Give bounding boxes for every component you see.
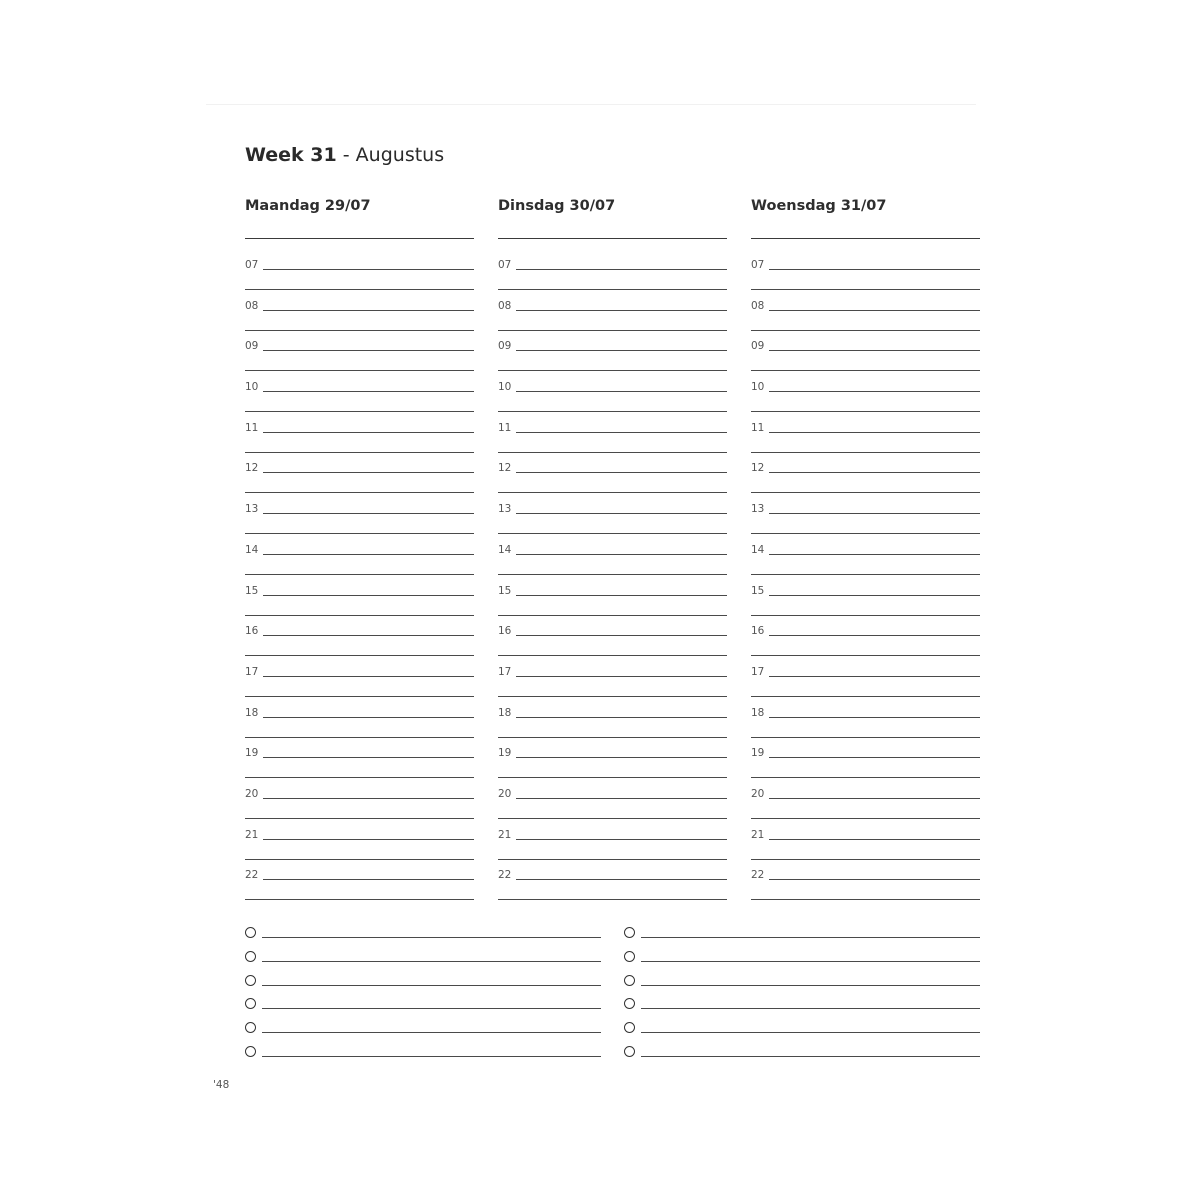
hour-label: 10	[245, 381, 259, 394]
checkbox-circle-icon[interactable]	[624, 1022, 635, 1033]
hour-write-line[interactable]	[263, 310, 474, 311]
hour-slot[interactable]	[245, 248, 474, 289]
hour-slot[interactable]	[498, 858, 727, 899]
day-heading-line[interactable]	[751, 238, 980, 239]
todo-write-line[interactable]	[262, 1056, 601, 1057]
hour-label: 11	[498, 421, 512, 434]
todo-write-line[interactable]	[262, 1032, 601, 1033]
hour-write-line[interactable]	[516, 472, 727, 473]
hour-label: 19	[245, 747, 259, 760]
hour-slot[interactable]	[751, 248, 980, 289]
hour-write-line[interactable]	[263, 879, 474, 880]
hour-write-line[interactable]	[263, 757, 474, 758]
hour-label: 17	[498, 665, 512, 678]
hour-label: 13	[751, 503, 765, 516]
hour-write-line[interactable]	[769, 676, 980, 677]
hour-write-line[interactable]	[516, 798, 727, 799]
hour-write-line[interactable]	[769, 798, 980, 799]
hour-write-line[interactable]	[516, 717, 727, 718]
hour-slot[interactable]	[498, 777, 727, 818]
hour-slot[interactable]	[245, 370, 474, 411]
todo-item[interactable]	[245, 1019, 601, 1043]
hour-write-line[interactable]	[516, 879, 727, 880]
hour-write-line[interactable]	[516, 269, 727, 270]
hour-slot[interactable]	[751, 736, 980, 777]
hour-slot[interactable]	[498, 289, 727, 330]
hour-label: 20	[245, 787, 259, 800]
hour-slot[interactable]	[498, 492, 727, 533]
hour-write-line[interactable]	[263, 432, 474, 433]
hour-label: 19	[498, 747, 512, 760]
todo-write-line[interactable]	[641, 1056, 980, 1057]
hour-label: 14	[498, 543, 512, 556]
hour-list	[245, 248, 474, 899]
todo-write-line[interactable]	[262, 937, 601, 938]
hour-label: 07	[245, 259, 259, 271]
checkbox-circle-icon[interactable]	[245, 975, 256, 986]
hour-write-line[interactable]	[263, 513, 474, 514]
hour-list	[498, 248, 727, 899]
hour-write-line[interactable]	[516, 432, 727, 433]
hour-slot[interactable]	[751, 858, 980, 899]
hour-label: 17	[751, 665, 765, 678]
hour-slot[interactable]	[245, 696, 474, 737]
hour-label: 21	[751, 828, 765, 841]
half-hour-write-line[interactable]	[245, 899, 474, 900]
hour-label: 08	[245, 299, 259, 312]
todo-column	[624, 924, 980, 1067]
todo-item[interactable]	[624, 1043, 980, 1067]
hour-write-line[interactable]	[769, 839, 980, 840]
todo-write-line[interactable]	[641, 985, 980, 986]
hour-slot[interactable]	[751, 289, 980, 330]
day-column	[245, 196, 474, 882]
hour-slot[interactable]	[751, 777, 980, 818]
hour-slot[interactable]	[751, 329, 980, 370]
todo-write-line[interactable]	[262, 961, 601, 962]
hour-label: 13	[245, 503, 259, 516]
hour-slot[interactable]	[245, 533, 474, 574]
hour-label: 16	[245, 625, 259, 638]
hour-write-line[interactable]	[769, 310, 980, 311]
todo-write-line[interactable]	[641, 1008, 980, 1009]
hour-write-line[interactable]	[516, 310, 727, 311]
hour-write-line[interactable]	[263, 839, 474, 840]
hour-write-line[interactable]	[263, 635, 474, 636]
hour-write-line[interactable]	[263, 595, 474, 596]
hour-slot[interactable]	[498, 329, 727, 370]
page-number: '48	[213, 1079, 230, 1091]
hour-slot[interactable]	[245, 492, 474, 533]
hour-slot[interactable]	[751, 818, 980, 859]
hour-slot[interactable]	[751, 533, 980, 574]
top-divider	[206, 104, 976, 105]
hour-write-line[interactable]	[516, 635, 727, 636]
hour-slot[interactable]	[498, 655, 727, 696]
hour-write-line[interactable]	[516, 757, 727, 758]
checkbox-circle-icon[interactable]	[245, 998, 256, 1009]
checkbox-circle-icon[interactable]	[245, 951, 256, 962]
hour-write-line[interactable]	[263, 676, 474, 677]
hour-slot[interactable]	[751, 492, 980, 533]
hour-slot[interactable]	[245, 736, 474, 777]
checkbox-circle-icon[interactable]	[245, 1046, 256, 1057]
day-heading: Woensdag 31/07	[751, 198, 887, 214]
checkbox-circle-icon[interactable]	[624, 975, 635, 986]
hour-slot[interactable]	[498, 818, 727, 859]
todo-item[interactable]	[624, 948, 980, 972]
hour-write-line[interactable]	[516, 513, 727, 514]
hour-write-line[interactable]	[769, 717, 980, 718]
todo-item[interactable]	[245, 1043, 601, 1067]
hour-label: 14	[245, 543, 259, 556]
hour-slot[interactable]	[498, 614, 727, 655]
hour-write-line[interactable]	[516, 554, 727, 555]
todo-write-line[interactable]	[641, 961, 980, 962]
hour-write-line[interactable]	[769, 350, 980, 351]
hour-label: 19	[751, 747, 765, 760]
hour-write-line[interactable]	[769, 757, 980, 758]
hour-label: 17	[245, 665, 259, 678]
hour-list	[751, 248, 980, 899]
hour-write-line[interactable]	[516, 595, 727, 596]
hour-write-line[interactable]	[769, 472, 980, 473]
todo-item[interactable]	[245, 948, 601, 972]
hour-slot[interactable]	[245, 858, 474, 899]
hour-label: 18	[245, 706, 259, 719]
hour-label: 16	[751, 625, 765, 638]
hour-slot[interactable]	[498, 411, 727, 452]
hour-label: 10	[751, 381, 765, 394]
hour-label: 12	[245, 462, 259, 475]
hour-write-line[interactable]	[263, 472, 474, 473]
hour-write-line[interactable]	[263, 350, 474, 351]
hour-label: 16	[498, 625, 512, 638]
todo-item[interactable]	[245, 924, 601, 948]
todo-item[interactable]	[245, 995, 601, 1019]
hour-label: 07	[751, 259, 765, 271]
hour-slot[interactable]	[245, 289, 474, 330]
hour-slot[interactable]	[751, 614, 980, 655]
todo-item[interactable]	[624, 972, 980, 996]
hour-label: 11	[751, 421, 765, 434]
hour-write-line[interactable]	[516, 839, 727, 840]
checkbox-circle-icon[interactable]	[245, 1022, 256, 1033]
hour-write-line[interactable]	[769, 269, 980, 270]
hour-label: 09	[498, 340, 512, 353]
hour-label: 12	[751, 462, 765, 475]
hour-label: 07	[498, 259, 512, 271]
hour-slot[interactable]	[751, 370, 980, 411]
hour-label: 08	[498, 299, 512, 312]
hour-label: 09	[245, 340, 259, 353]
hour-slot[interactable]	[498, 696, 727, 737]
todo-item[interactable]	[624, 1019, 980, 1043]
hour-write-line[interactable]	[769, 879, 980, 880]
checkbox-circle-icon[interactable]	[245, 927, 256, 938]
todo-write-line[interactable]	[641, 937, 980, 938]
hour-label: 10	[498, 381, 512, 394]
hour-write-line[interactable]	[769, 635, 980, 636]
hour-write-line[interactable]	[769, 595, 980, 596]
day-heading-line[interactable]	[245, 238, 474, 239]
checkbox-circle-icon[interactable]	[624, 998, 635, 1009]
hour-write-line[interactable]	[516, 676, 727, 677]
page-title	[245, 142, 444, 168]
todo-item[interactable]	[624, 995, 980, 1019]
page-title-week: Week 31	[245, 144, 337, 166]
hour-label: 09	[751, 340, 765, 353]
hour-label: 22	[498, 869, 512, 882]
checkbox-circle-icon[interactable]	[624, 927, 635, 938]
hour-slot[interactable]	[498, 574, 727, 615]
checkbox-circle-icon[interactable]	[624, 951, 635, 962]
day-heading: Maandag 29/07	[245, 198, 371, 214]
todo-item[interactable]	[245, 972, 601, 996]
hour-label: 21	[245, 828, 259, 841]
day-column	[498, 196, 727, 882]
page-title-month: - Augustus	[336, 144, 445, 166]
hour-slot[interactable]	[751, 574, 980, 615]
hour-slot[interactable]	[498, 370, 727, 411]
hour-slot[interactable]	[751, 696, 980, 737]
day-heading-line[interactable]	[498, 238, 727, 239]
hour-label: 15	[498, 584, 512, 597]
hour-write-line[interactable]	[263, 717, 474, 718]
half-hour-write-line[interactable]	[751, 899, 980, 900]
hour-write-line[interactable]	[263, 554, 474, 555]
hour-label: 14	[751, 543, 765, 556]
todo-column	[245, 924, 601, 1067]
hour-label: 18	[498, 706, 512, 719]
half-hour-write-line[interactable]	[498, 899, 727, 900]
hour-label: 15	[751, 584, 765, 597]
hour-label: 15	[245, 584, 259, 597]
hour-write-line[interactable]	[769, 432, 980, 433]
hour-label: 18	[751, 706, 765, 719]
todo-write-line[interactable]	[262, 985, 601, 986]
hour-slot[interactable]	[498, 533, 727, 574]
hour-slot[interactable]	[245, 614, 474, 655]
hour-slot[interactable]	[245, 818, 474, 859]
hour-write-line[interactable]	[769, 391, 980, 392]
todo-item[interactable]	[624, 924, 980, 948]
hour-label: 21	[498, 828, 512, 841]
hour-slot[interactable]	[245, 451, 474, 492]
hour-slot[interactable]	[498, 451, 727, 492]
hour-write-line[interactable]	[263, 391, 474, 392]
day-heading: Dinsdag 30/07	[498, 198, 616, 214]
hour-write-line[interactable]	[516, 391, 727, 392]
day-column	[751, 196, 980, 882]
hour-slot[interactable]	[751, 451, 980, 492]
hour-label: 22	[245, 869, 259, 882]
hour-label: 20	[498, 787, 512, 800]
hour-slot[interactable]	[498, 736, 727, 777]
hour-write-line[interactable]	[769, 513, 980, 514]
hour-write-line[interactable]	[769, 554, 980, 555]
hour-slot[interactable]	[245, 574, 474, 615]
hour-slot[interactable]	[751, 655, 980, 696]
hour-slot[interactable]	[751, 411, 980, 452]
hour-slot[interactable]	[498, 248, 727, 289]
hour-slot[interactable]	[245, 655, 474, 696]
hour-slot[interactable]	[245, 411, 474, 452]
hour-label: 20	[751, 787, 765, 800]
todo-write-line[interactable]	[641, 1032, 980, 1033]
hour-label: 11	[245, 421, 259, 434]
todo-write-line[interactable]	[262, 1008, 601, 1009]
checkbox-circle-icon[interactable]	[624, 1046, 635, 1057]
hour-write-line[interactable]	[516, 350, 727, 351]
hour-label: 13	[498, 503, 512, 516]
hour-slot[interactable]	[245, 777, 474, 818]
hour-label: 08	[751, 299, 765, 312]
hour-slot[interactable]	[245, 329, 474, 370]
hour-write-line[interactable]	[263, 798, 474, 799]
hour-label: 12	[498, 462, 512, 475]
hour-write-line[interactable]	[263, 269, 474, 270]
hour-label: 22	[751, 869, 765, 882]
